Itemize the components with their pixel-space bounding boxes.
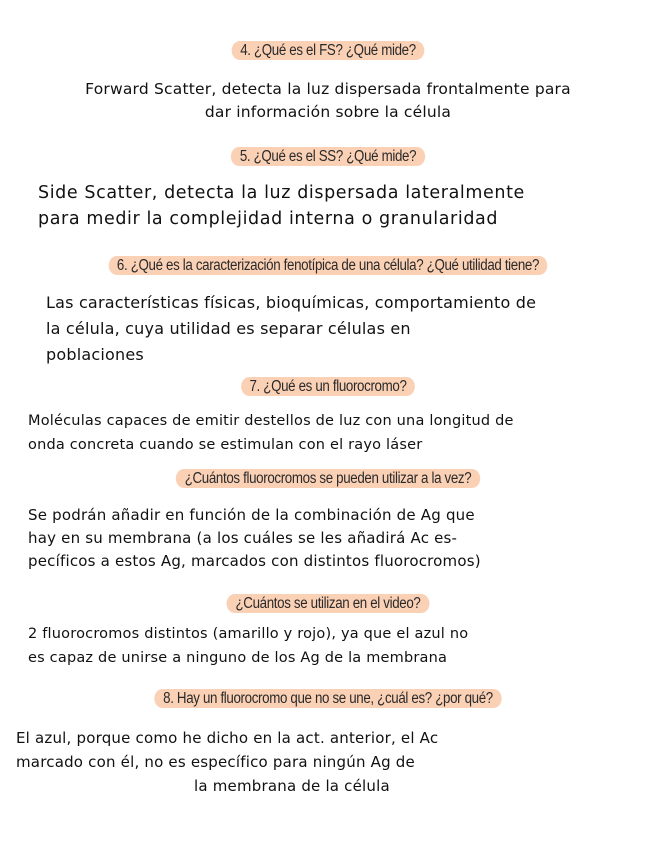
answer-line: es capaz de unirse a ninguno de los Ag de la membrana xyxy=(28,650,448,666)
question-8 xyxy=(46,688,610,710)
question-7 xyxy=(46,376,610,398)
question-7b xyxy=(46,468,610,490)
question-7c xyxy=(46,593,610,615)
question-5 xyxy=(46,146,610,168)
answer-line: marcado con él, no es específico para ningún Ag de xyxy=(16,753,415,771)
answer-line: onda concreta cuando se estimulan con el rayo láser xyxy=(28,437,423,453)
question-highlight: 8. Hay un fluorocromo que no se une, ¿cuál es? ¿por qué? xyxy=(155,689,502,708)
answer-line: Se podrán añadir en función de la combinación de Ag que xyxy=(28,506,475,524)
answer-line: para medir la complejidad interna o granularidad xyxy=(38,209,499,229)
question-highlight: 6. ¿Qué es la caracterización fenotípica de una célula? ¿Qué utilidad tiene? xyxy=(108,256,547,275)
answer-line: poblaciones xyxy=(46,345,144,364)
answer-line: El azul, porque como he dicho en la act. anterior, el Ac xyxy=(16,729,439,747)
answer-4 xyxy=(0,78,656,124)
question-highlight: 5. ¿Qué es el SS? ¿Qué mide? xyxy=(231,147,425,166)
question-highlight: 4. ¿Qué es el FS? ¿Qué mide? xyxy=(232,41,425,60)
answer-8 xyxy=(16,726,438,798)
question-highlight: 7. ¿Qué es un fluorocromo? xyxy=(241,377,415,396)
question-highlight: ¿Cuántos se utilizan en el video? xyxy=(227,594,429,613)
answer-line: pecíficos a estos Ag, marcados con distintos fluorocromos) xyxy=(28,552,481,570)
answer-line: dar información sobre la célula xyxy=(204,103,452,121)
answer-line: Moléculas capaces de emitir destellos de luz con una longitud de xyxy=(28,413,514,429)
answer-7b xyxy=(28,504,481,573)
question-4 xyxy=(46,40,610,62)
answer-6 xyxy=(46,290,536,368)
answer-7 xyxy=(28,409,514,457)
answer-line: Side Scatter, detecta la luz dispersada lateralmente xyxy=(38,183,525,203)
answer-line: Forward Scatter, detecta la luz dispersada frontalmente para xyxy=(85,80,571,98)
question-highlight: ¿Cuántos fluorocromos se pueden utilizar a la vez? xyxy=(176,469,480,488)
answer-line: la célula, cuya utilidad es separar células en xyxy=(46,319,411,338)
answer-line: 2 fluorocromos distintos (amarillo y rojo), ya que el azul no xyxy=(28,626,469,642)
answer-5 xyxy=(38,180,525,232)
answer-line: hay en su membrana (a los cuáles se les añadirá Ac es- xyxy=(28,529,458,547)
answer-line: Las características físicas, bioquímicas, comportamiento de xyxy=(46,293,537,312)
answer-7c xyxy=(28,622,468,670)
question-6 xyxy=(46,255,610,277)
answer-line: la membrana de la célula xyxy=(194,777,390,795)
